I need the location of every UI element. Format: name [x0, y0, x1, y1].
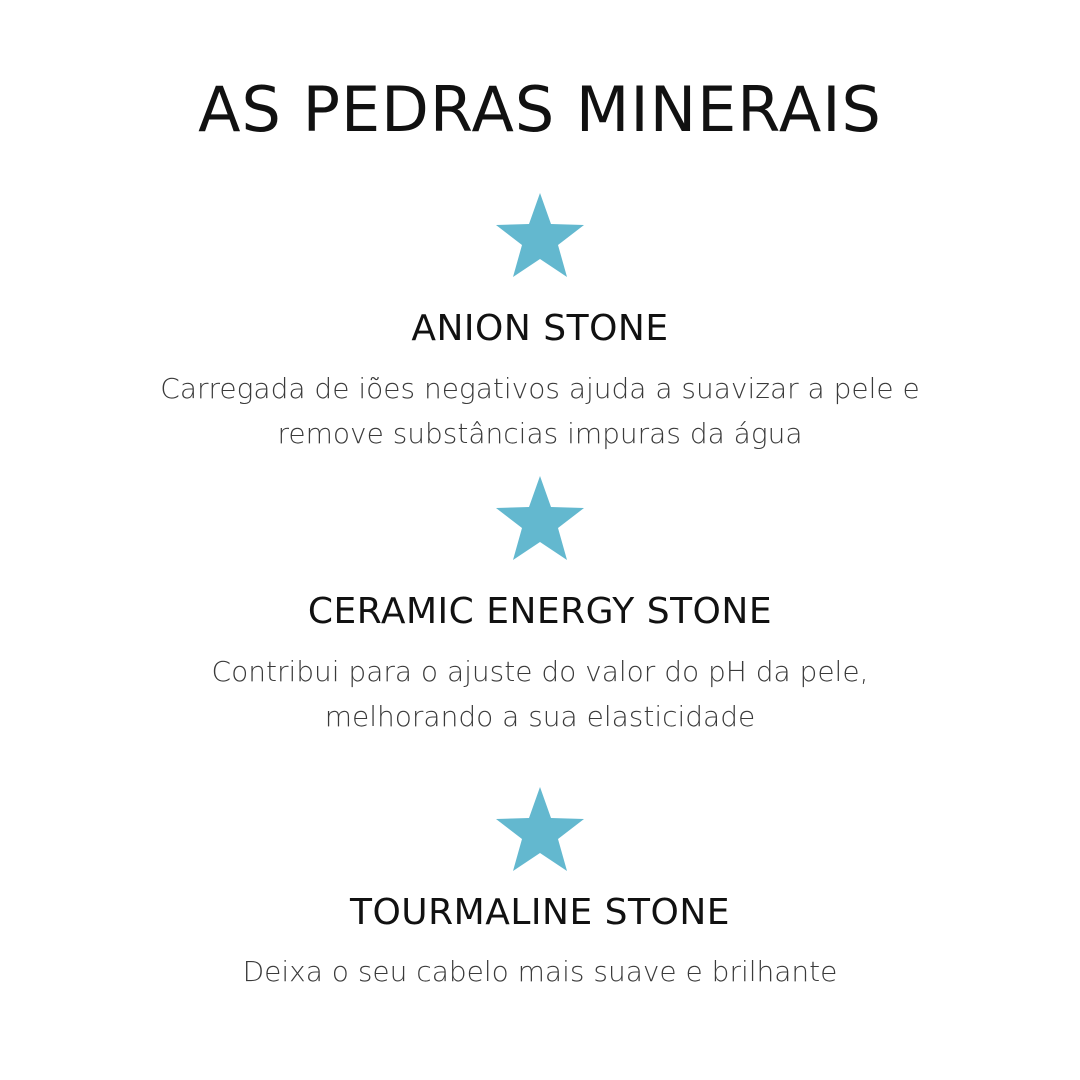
- stone-name-anion: ANION STONE: [411, 308, 669, 349]
- star-icon: [494, 474, 586, 562]
- stone-name-ceramic-energy: CERAMIC ENERGY STONE: [307, 591, 773, 632]
- stone-name-tourmaline: TOURMALINE STONE: [349, 892, 731, 933]
- stone-description-ceramic-energy: Contribui para o ajuste do valor do pH da pele, melhorando a sua elasticidade: [211, 655, 869, 733]
- star-icon: [494, 191, 586, 279]
- star-icon: [494, 785, 586, 873]
- page-title: AS PEDRAS MINERAIS: [198, 73, 882, 146]
- stone-description-anion: Carregada de iões negativos ajuda a suavizar a pele e remove substâncias impuras da água: [160, 372, 920, 450]
- stone-description-tourmaline: Deixa o seu cabelo mais suave e brilhante: [242, 955, 838, 988]
